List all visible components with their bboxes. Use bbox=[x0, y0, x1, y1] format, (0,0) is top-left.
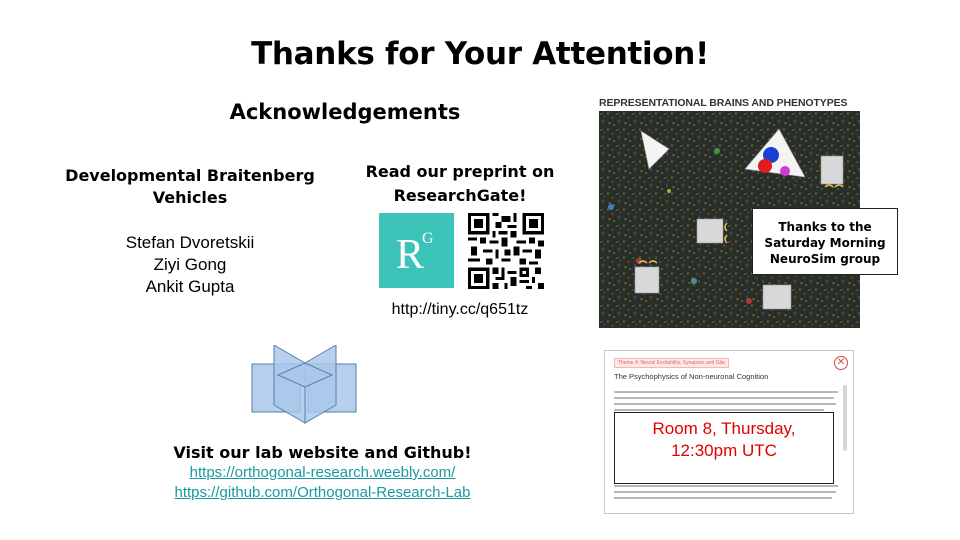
project-name bbox=[60, 165, 320, 209]
author-name: Ankit Gupta bbox=[145, 277, 235, 296]
session-line: 12:30pm UTC bbox=[671, 441, 777, 460]
paper-text-line bbox=[614, 491, 836, 493]
researchgate-logo-g: G bbox=[422, 230, 434, 247]
note-line: Saturday Morning bbox=[764, 236, 886, 250]
project-name-line: Developmental Braitenberg bbox=[65, 166, 315, 185]
paper-text-line bbox=[614, 403, 836, 405]
preprint-heading bbox=[350, 160, 570, 208]
neurosim-thanks-note bbox=[752, 208, 898, 275]
paper-theme-tag: Theme 4: Neural Excitability, Synapses and Glia bbox=[614, 358, 729, 368]
slide-title: Thanks for Your Attention! bbox=[251, 36, 709, 72]
paper-text-line bbox=[614, 409, 824, 411]
lab-website-heading: Visit our lab website and Github! bbox=[173, 443, 472, 462]
preprint-url[interactable]: http://tiny.cc/q651tz bbox=[391, 301, 529, 318]
lab-website-link[interactable]: https://orthogonal-research.weebly.com/ bbox=[189, 464, 456, 481]
author-list bbox=[90, 232, 290, 298]
note-line: NeuroSim group bbox=[769, 252, 881, 266]
paper-text-line bbox=[614, 391, 838, 393]
close-icon[interactable]: ✕ bbox=[834, 356, 848, 370]
lab-logo bbox=[250, 345, 360, 425]
paper-text-line bbox=[614, 497, 832, 499]
paper-title: The Psychophysics of Non-neuronal Cognition bbox=[614, 372, 769, 381]
qr-code[interactable] bbox=[468, 213, 544, 289]
simulation-caption: REPRESENTATIONAL BRAINS AND PHENOTYPES bbox=[599, 97, 848, 109]
paper-text-line bbox=[614, 485, 838, 487]
author-name: Stefan Dvoretskii bbox=[125, 233, 255, 252]
project-name-line: Vehicles bbox=[152, 188, 228, 207]
author-name: Ziyi Gong bbox=[153, 255, 227, 274]
researchgate-logo[interactable] bbox=[379, 213, 454, 288]
session-line: Room 8, Thursday, bbox=[652, 419, 796, 438]
acknowledgements-heading: Acknowledgements bbox=[229, 100, 461, 124]
github-link[interactable]: https://github.com/Orthogonal-Research-Lab bbox=[174, 484, 471, 501]
paper-scrollbar[interactable] bbox=[843, 385, 847, 451]
preprint-line: ResearchGate! bbox=[393, 186, 527, 205]
note-line: Thanks to the bbox=[778, 220, 872, 234]
session-time-note bbox=[614, 412, 834, 484]
researchgate-logo-r: R bbox=[396, 232, 425, 278]
preprint-line: Read our preprint on bbox=[365, 162, 555, 181]
paper-text-line bbox=[614, 397, 834, 399]
